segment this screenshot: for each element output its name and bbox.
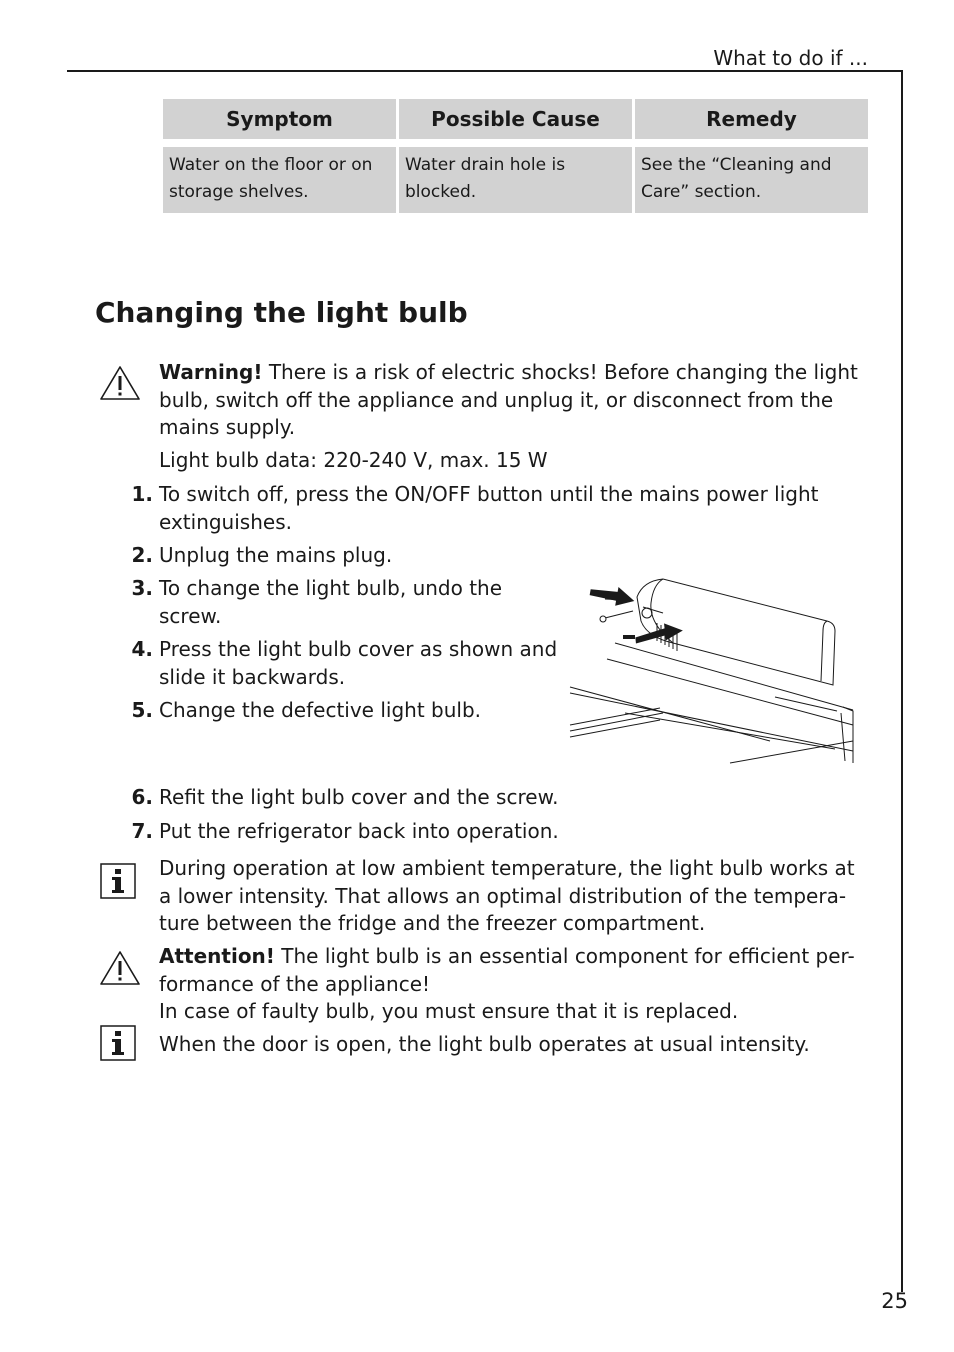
list-item	[131, 542, 393, 570]
side-rule	[901, 70, 903, 1292]
troubleshooting-table	[160, 96, 871, 216]
warning-label: Warning!	[159, 360, 263, 384]
step-number: 6.	[131, 785, 153, 809]
step-text: Put the refrigerator back into operation.	[159, 819, 559, 843]
step-number: 5.	[131, 698, 153, 722]
header-rule	[67, 70, 902, 72]
attention-text-2: In case of faulty bulb, you must ensure that it is replaced.	[159, 999, 739, 1023]
warning-triangle-icon	[98, 364, 142, 402]
light-bulb-cover-illustration	[565, 573, 860, 768]
warning-paragraph	[159, 359, 859, 442]
step-text: Refit the light bulb cover and the screw.	[159, 785, 559, 809]
cause-cell: Water drain hole is blocked.	[399, 147, 632, 213]
table-header-row	[163, 99, 868, 139]
info-paragraph-2: When the door is open, the light bulb operates at usual intensity.	[159, 1032, 810, 1056]
warning-text: There is a risk of electric shocks! Before changing the light bulb, switch off the appliance and unplug it, or disconnect from the mains supply.	[159, 360, 858, 439]
step-number: 3.	[131, 576, 153, 600]
column-header-symptom: Symptom	[163, 99, 396, 139]
info-paragraph: During operation at low ambient temperature, the light bulb works at a lower intensity. That allows an optimal distribution of the tempera-ture between the fridge and the freezer compartment.	[159, 856, 855, 935]
running-header: What to do if ...	[713, 46, 868, 70]
list-item	[131, 636, 564, 691]
step-number: 2.	[131, 543, 153, 567]
column-header-remedy: Remedy	[635, 99, 868, 139]
page-number: 25	[881, 1289, 908, 1313]
step-number: 7.	[131, 819, 153, 843]
warning-triangle-icon	[98, 949, 142, 987]
table-row	[163, 147, 868, 213]
step-text: To switch off, press the ON/OFF button until the mains power light extinguishes.	[159, 482, 819, 534]
list-item	[131, 784, 559, 812]
info-icon	[100, 1025, 136, 1061]
list-item	[131, 697, 482, 725]
list-item	[131, 481, 859, 536]
step-number: 4.	[131, 637, 153, 661]
step-text: Change the defective light bulb.	[159, 698, 482, 722]
list-item	[131, 575, 539, 630]
column-header-possible-cause: Possible Cause	[399, 99, 632, 139]
section-title: Changing the light bulb	[95, 296, 468, 329]
info-icon	[100, 863, 136, 899]
step-text: Press the light bulb cover as shown and slide it backwards.	[159, 637, 558, 689]
list-item	[131, 818, 559, 846]
attention-text: The light bulb is an essential component for efficient per-formance of the appliance!	[159, 944, 855, 996]
symptom-cell: Water on the floor or on storage shelves.	[163, 147, 396, 213]
step-text: Unplug the mains plug.	[159, 543, 393, 567]
attention-paragraph	[159, 943, 859, 1026]
table-spacer-row	[163, 142, 868, 144]
step-number: 1.	[131, 482, 153, 506]
step-text: To change the light bulb, undo the screw.	[159, 576, 503, 628]
attention-label: Attention!	[159, 944, 275, 968]
bulb-data: Light bulb data: 220-240 V, max. 15 W	[159, 448, 548, 472]
remedy-cell: See the “Cleaning and Care” section.	[635, 147, 868, 213]
